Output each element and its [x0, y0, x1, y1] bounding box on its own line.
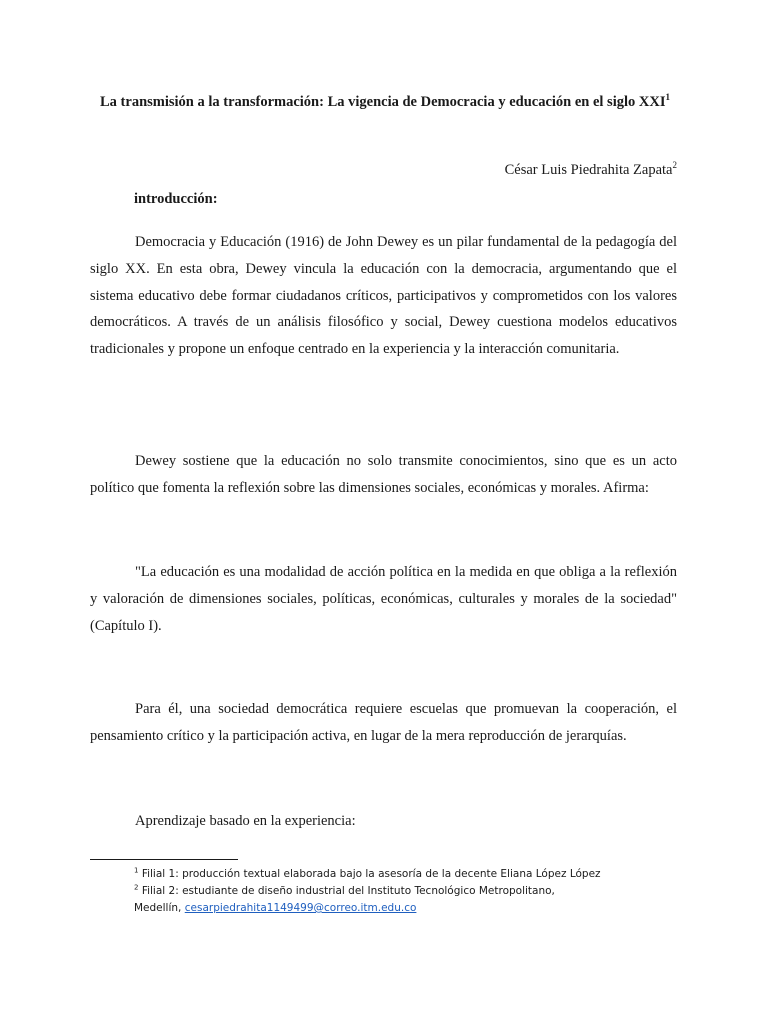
author-footnote-marker[interactable]: 2 — [672, 160, 677, 171]
footnote-2-marker: 2 — [134, 883, 139, 892]
document-title-text: La transmisión a la transformación: La vigencia de Democracia y educación en el siglo XXI — [100, 94, 666, 110]
paragraph-quote: "La educación es una modalidad de acción política en la medida en que obliga a la reflexión y valoración de dimensiones sociales, políticas, económicas, culturales y morales de la sociedad" (Capítulo I). — [90, 564, 677, 634]
footnotes — [134, 866, 694, 917]
footnote-1-marker: 1 — [134, 866, 139, 875]
author-name-text: César Luis Piedrahita Zapata — [504, 162, 673, 178]
footnote-2-continued — [134, 900, 694, 917]
section-heading-introduccion: introducción: — [134, 191, 218, 207]
footnote-2-city: Medellín, — [134, 902, 185, 914]
author-email-link[interactable]: cesarpiedrahita1149499@correo.itm.edu.co — [184, 902, 417, 914]
footnote-2 — [134, 883, 694, 900]
footnote-separator — [90, 859, 238, 860]
paragraph-dewey-political: Dewey sostiene que la educación no solo transmite conocimientos, sino que es un acto político que fomenta la reflexión sobre las dimensiones sociales, económicas y morales. Afirma: — [90, 453, 677, 496]
author-name — [505, 161, 677, 180]
footnote-1-text: Filial 1: producción textual elaborada bajo la asesoría de la decente Eliana López López — [141, 868, 601, 880]
paragraph-intro: Democracia y Educación (1916) de John Dewey es un pilar fundamental de la pedagogía del siglo XX. En esta obra, Dewey vincula la educación con la democracia, argumentando que el sistema educativo debe formar ciudadanos críticos, participativos y comprometidos con los valores democráticos. A través de un análisis filosófico y social, Dewey cuestiona modelos educativos tradicionales y propone un enfoque centrado en la experiencia y la interacción comunitaria. — [90, 234, 677, 358]
title-footnote-marker[interactable]: 1 — [665, 92, 670, 103]
document-title — [100, 93, 670, 112]
footnote-2-text: Filial 2: estudiante de diseño industrial del Instituto Tecnológico Metropolitano, — [141, 885, 555, 897]
subheading-aprendizaje: Aprendizaje basado en la experiencia: — [135, 813, 356, 829]
footnote-1 — [134, 866, 694, 883]
paragraph-democratic-society: Para él, una sociedad democrática requiere escuelas que promuevan la cooperación, el pensamiento crítico y la participación activa, en lugar de la mera reproducción de jerarquías. — [90, 701, 677, 744]
